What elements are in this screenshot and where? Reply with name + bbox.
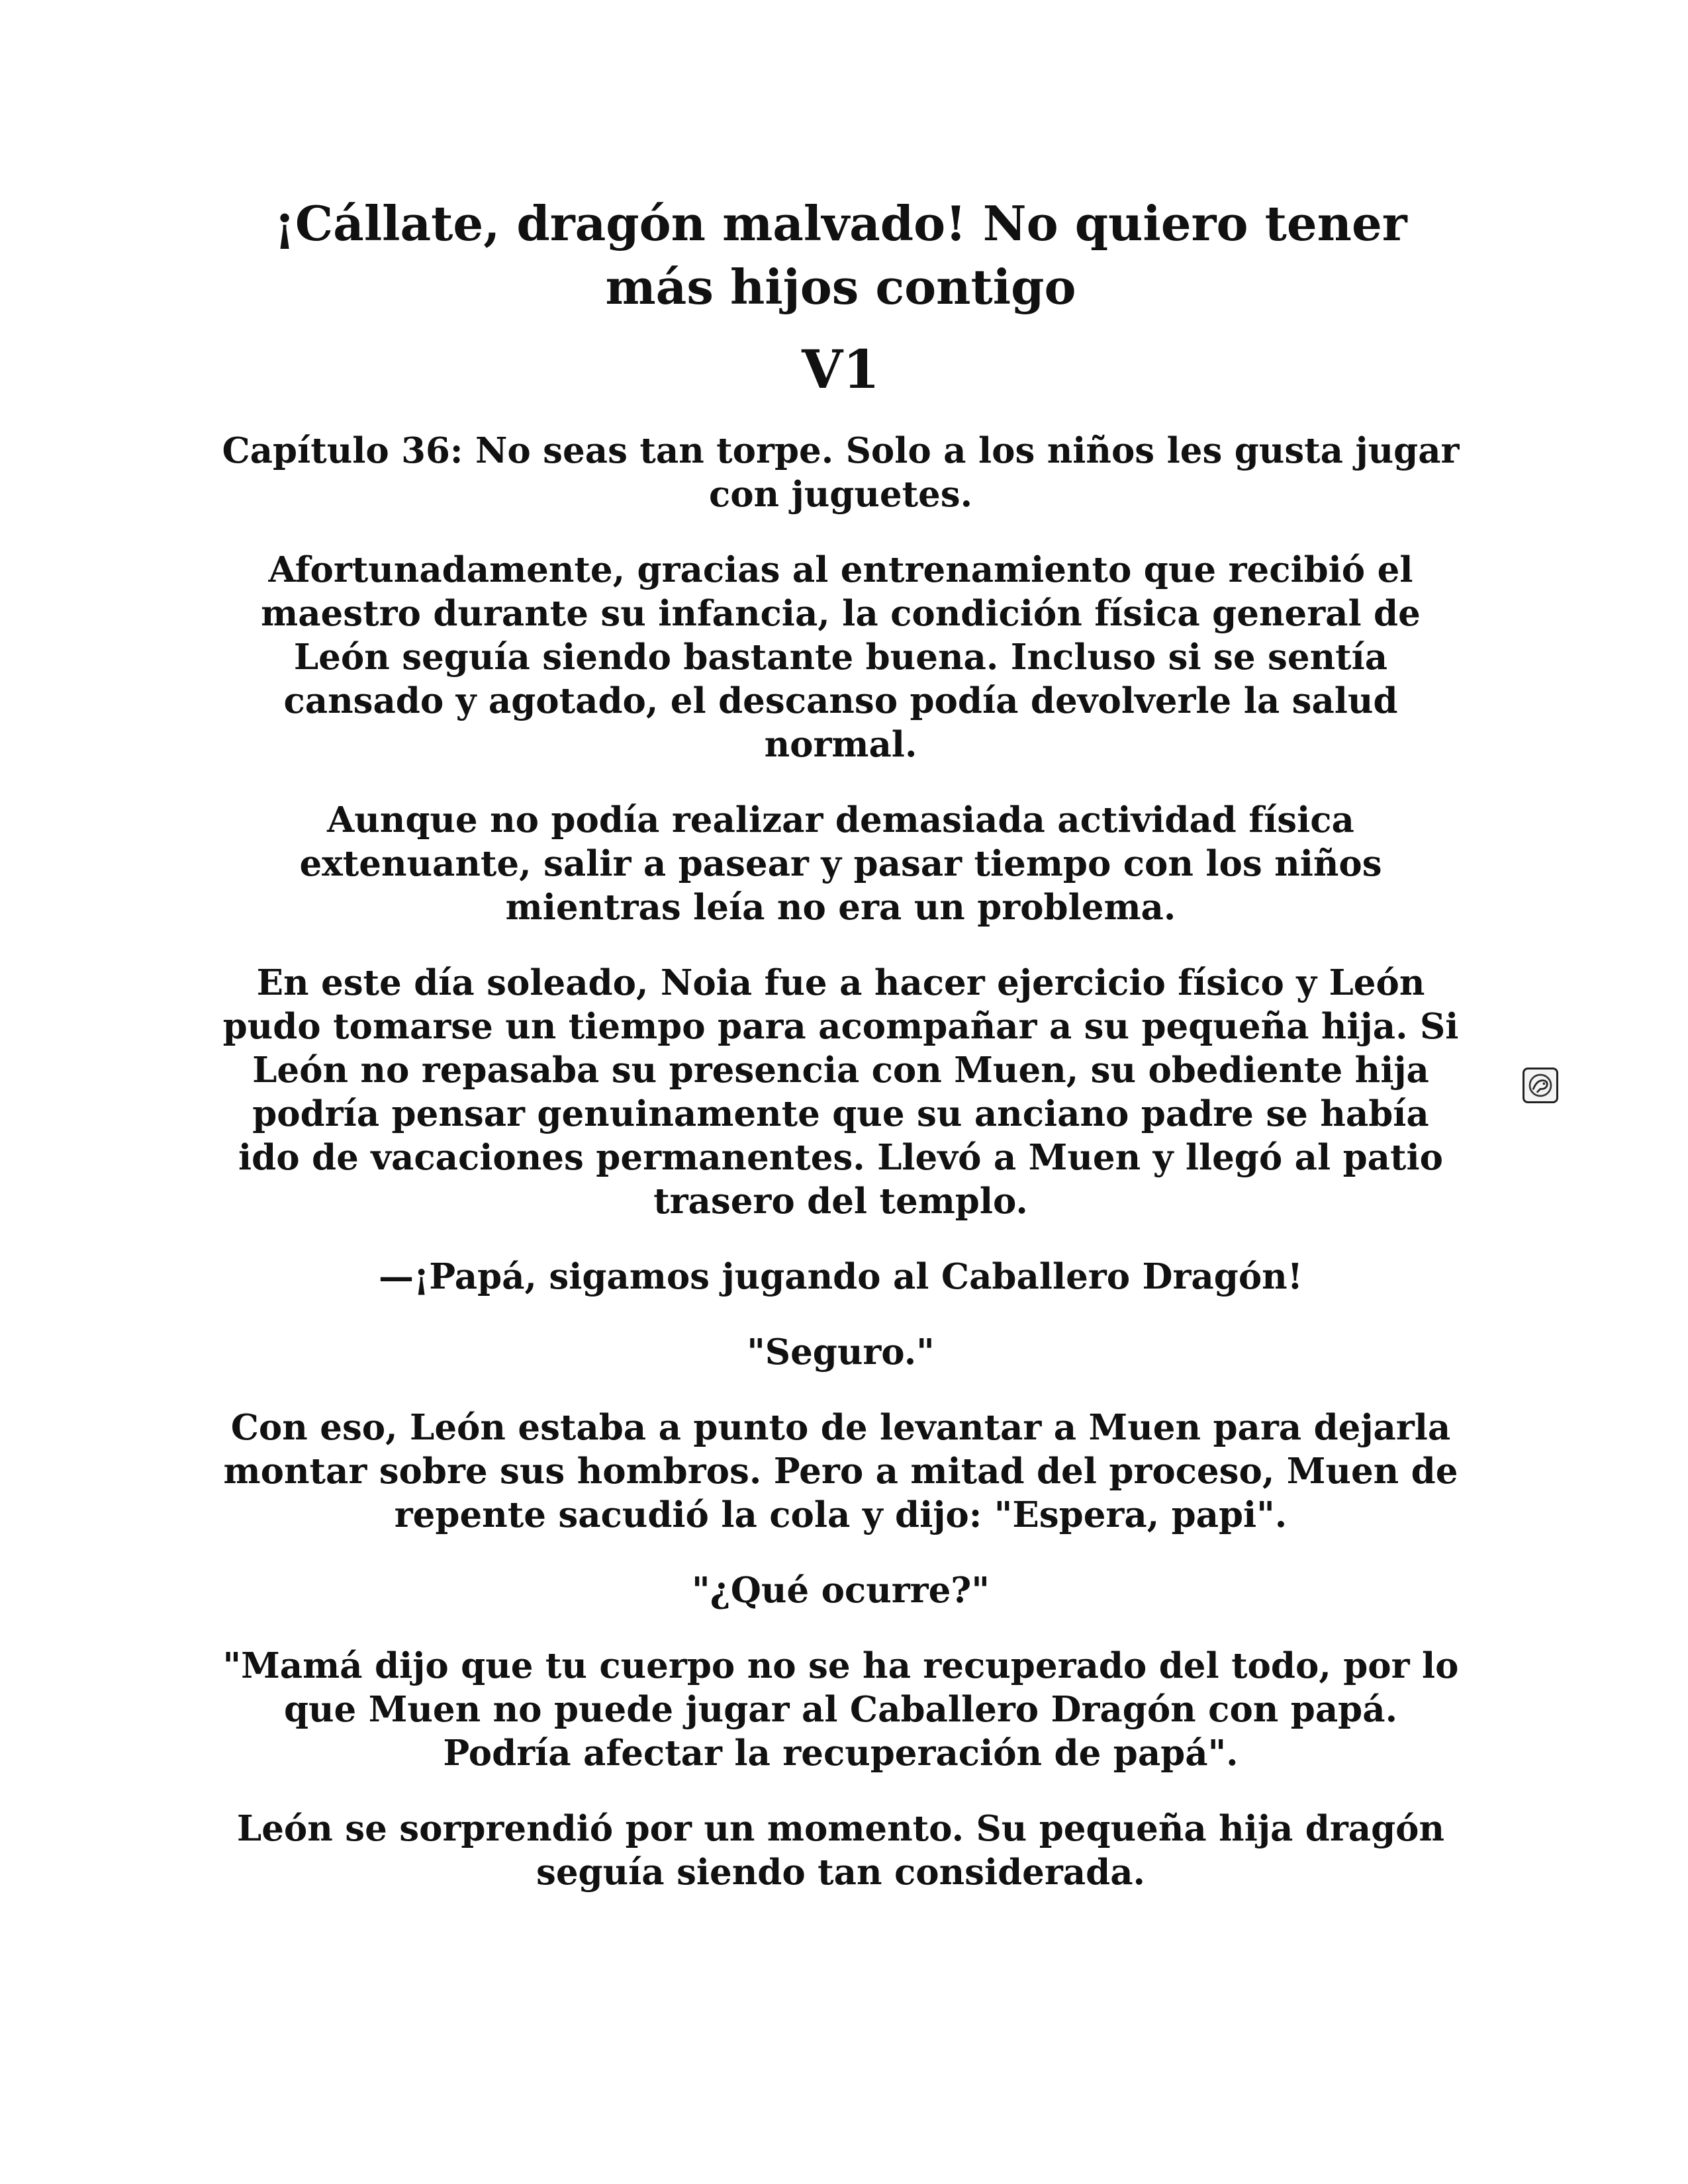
paragraph: Aunque no podía realizar demasiada actividad física extenuante, salir a pasear y pasar tiempo con los niños mientras leía no era un problema.	[299, 799, 1382, 928]
paragraph: Con eso, León estaba a punto de levantar a Muen para dejarla montar sobre sus hombros. Pero a mitad del proceso, Muen de repente sacudió la cola y dijo: "Espera, papi".	[223, 1407, 1458, 1535]
paragraph: En este día soleado, Noia fue a hacer ejercicio físico y León pudo tomarse un tiempo para acompañar a su pequeña hija. Si León no repasaba su presencia con Muen, su obediente hija podría pensar genuinamente que su anciano padre se había ido de vacaciones permanentes. Llevó a Muen y llegó al patio trasero del templo.	[222, 962, 1459, 1222]
dialogue-line: —¡Papá, sigamos jugando al Caballero Dragón!	[379, 1256, 1303, 1297]
dialogue-line: "Seguro."	[747, 1332, 935, 1373]
volume-label: V1	[802, 338, 880, 400]
document-title: ¡Cállate, dragón malvado! No quiero tener más hijos contigo	[274, 195, 1407, 315]
chapter-heading: Capítulo 36: No seas tan torpe. Solo a los niños les gusta jugar con juguetes.	[222, 430, 1460, 515]
dialogue-line: "Mamá dijo que tu cuerpo no se ha recuperado del todo, por lo que Muen no puede jugar al Caballero Dragón con papá. Podría afectar la recuperación de papá".	[222, 1645, 1459, 1774]
paragraph: León se sorprendió por un momento. Su pequeña hija dragón seguía siendo tan considerada.	[236, 1808, 1445, 1893]
dragon-badge-icon[interactable]	[1523, 1068, 1558, 1103]
dragon-glyph-icon	[1524, 1069, 1556, 1101]
document-page	[218, 192, 1463, 1926]
dialogue-line: "¿Qué ocurre?"	[692, 1570, 990, 1611]
paragraph: Afortunadamente, gracias al entrenamiento que recibió el maestro durante su infancia, la condición física general de León seguía siendo bastante buena. Incluso si se sentía cansado y agotado, el descanso podía devolverle la salud normal.	[261, 549, 1421, 765]
